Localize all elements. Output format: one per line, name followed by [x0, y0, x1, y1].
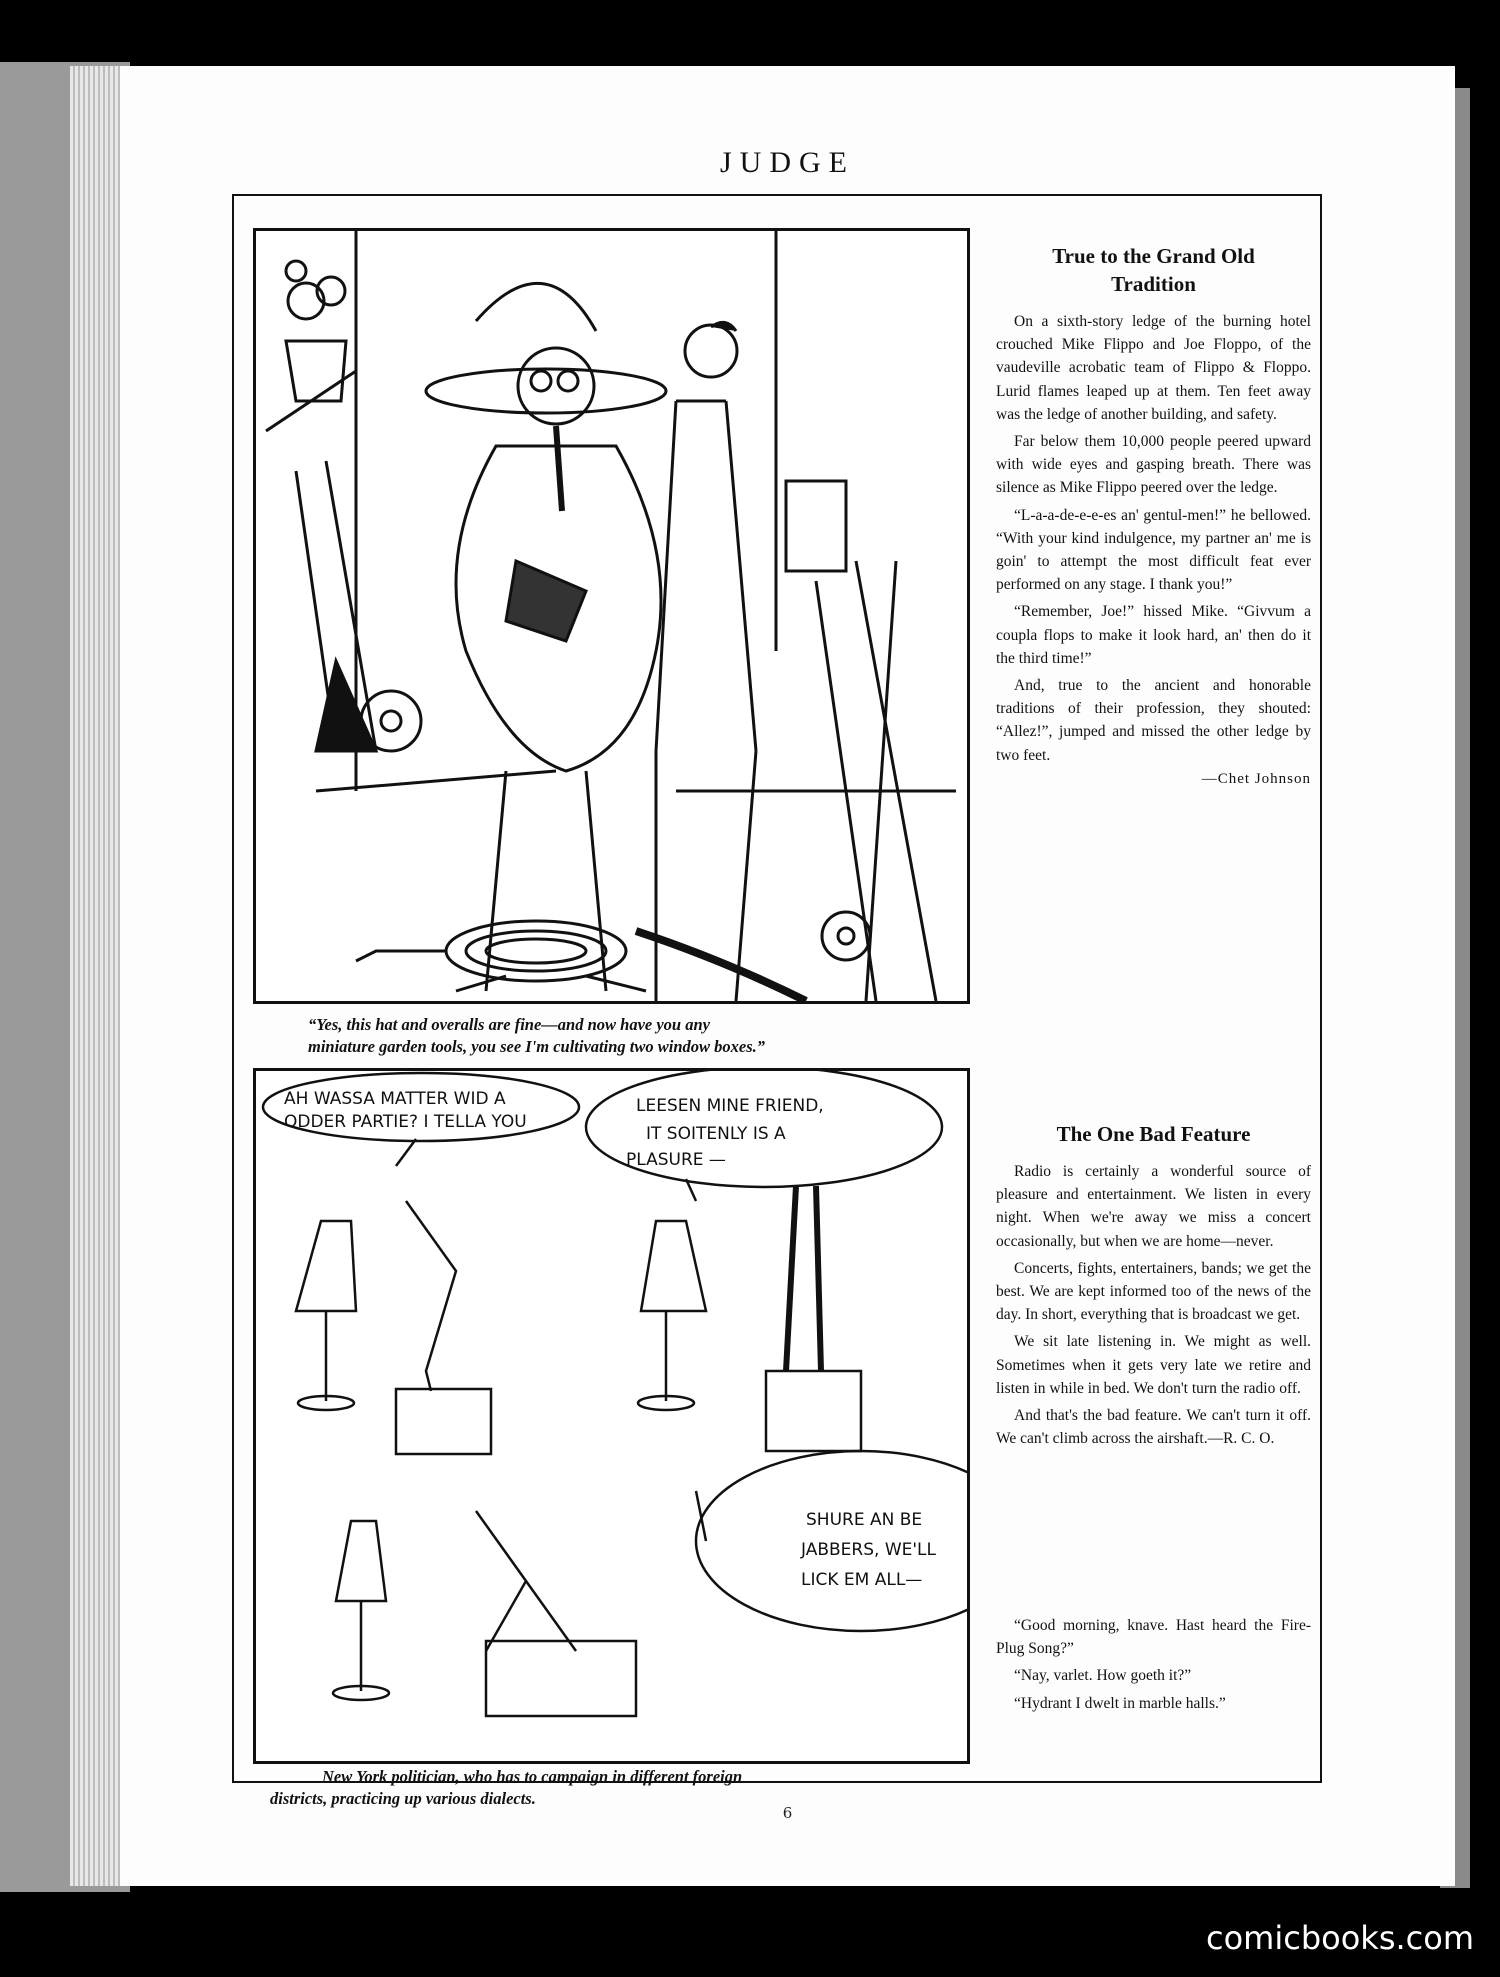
bubble-1-line-1: AH WASSA MATTER WID A [284, 1089, 506, 1109]
article-byline: —Chet Johnson [1201, 770, 1311, 787]
article-paragraph: Far below them 10,000 people peered upward with wide eyes and gasping breath. There was silence as Mike Flippo peered over the ledge. [996, 433, 1311, 497]
caption-line: miniature garden tools, you see I'm cultivating two window boxes.” [308, 1037, 766, 1056]
speech-bubble-2 [626, 1096, 824, 1170]
bubble-3-line-2: JABBERS, WE'LL [801, 1540, 936, 1560]
cartoon-bottom-panel [253, 1068, 970, 1764]
caption-line: districts, practicing up various dialects. [270, 1789, 536, 1808]
article-paragraph: On a sixth-story ledge of the burning hotel crouched Mike Flippo and Joe Floppo, of the vaudeville acrobatic team of Flippo & Floppo. Lurid flames leaped up at them. Ten feet away was the ledge of another building, and safety. [996, 313, 1311, 423]
article-title: The One Bad Feature [1056, 1122, 1251, 1146]
page-number: 6 [782, 1804, 793, 1822]
article-true-to-tradition [996, 242, 1311, 788]
bubble-1-line-2: ODDER PARTIE? I TELLA YOU [284, 1112, 527, 1132]
article-one-bad-feature [996, 1120, 1311, 1454]
cartoon-top-panel [253, 228, 970, 1004]
bubble-3-line-1: SHURE AN BE [806, 1510, 923, 1530]
magazine-header: JUDGE [720, 146, 855, 179]
article-paragraph: And that's the bad feature. We can't turn it off. We can't climb across the airshaft.—R. C. O. [996, 1407, 1311, 1448]
magazine-page [120, 66, 1455, 1886]
article-paragraph: We sit late listening in. We might as well. Sometimes when it gets very late we retire and listen in while in bed. We don't turn the radio off. [996, 1333, 1311, 1397]
joke-line: “Nay, varlet. How goeth it?” [1014, 1667, 1192, 1685]
article-paragraph: And, true to the ancient and honorable traditions of their profession, they shouted: “Allez!”, jumped and missed the other ledge by two feet. [996, 677, 1311, 764]
cartoon-bottom-drawing [256, 1071, 967, 1761]
joke-fire-plug [996, 1614, 1311, 1719]
caption-line: “Yes, this hat and overalls are fine—and now have you any [308, 1015, 710, 1034]
joke-line: “Good morning, knave. Hast heard the Fire-Plug Song?” [996, 1617, 1311, 1658]
article-paragraph: “L-a-a-de-e-e-es an' gentul-men!” he bellowed. “With your kind indulgence, my partner an' me is goin' to attempt the most difficult feat ever performed on any stage. I thank you!” [996, 506, 1311, 594]
bubble-2-line-2: IT SOITENLY IS A [646, 1124, 786, 1144]
article-title: True to the Grand Old Tradition [1052, 244, 1255, 296]
bubble-3-line-3: LICK EM ALL— [801, 1570, 923, 1590]
watermark: comicbooks.com [1205, 1919, 1474, 1957]
speech-bubble-3 [800, 1510, 937, 1590]
joke-line: “Hydrant I dwelt in marble halls.” [1014, 1694, 1226, 1712]
article-paragraph: “Remember, Joe!” hissed Mike. “Givvum a coupla flops to make it look hard, an' then do it the third time!” [996, 603, 1311, 667]
article-paragraph: Concerts, fights, entertainers, bands; we get the best. We are kept informed too of the news of the day. In short, everything that is broadcast we get. [996, 1259, 1311, 1324]
bubble-2-line-3: PLASURE — [626, 1150, 726, 1170]
cartoon-top-drawing [256, 231, 967, 1001]
caption-line: New York politician, who has to campaign in different foreign [322, 1767, 743, 1786]
bubble-2-line-1: LEESEN MINE FRIEND, [636, 1096, 824, 1116]
cartoon-top-caption [308, 1014, 968, 1058]
article-paragraph: Radio is certainly a wonderful source of pleasure and entertainment. We listen in every night. When we're away we miss a concert occasionally, but when we are home—never. [996, 1163, 1311, 1250]
speech-bubble-1 [284, 1089, 527, 1132]
